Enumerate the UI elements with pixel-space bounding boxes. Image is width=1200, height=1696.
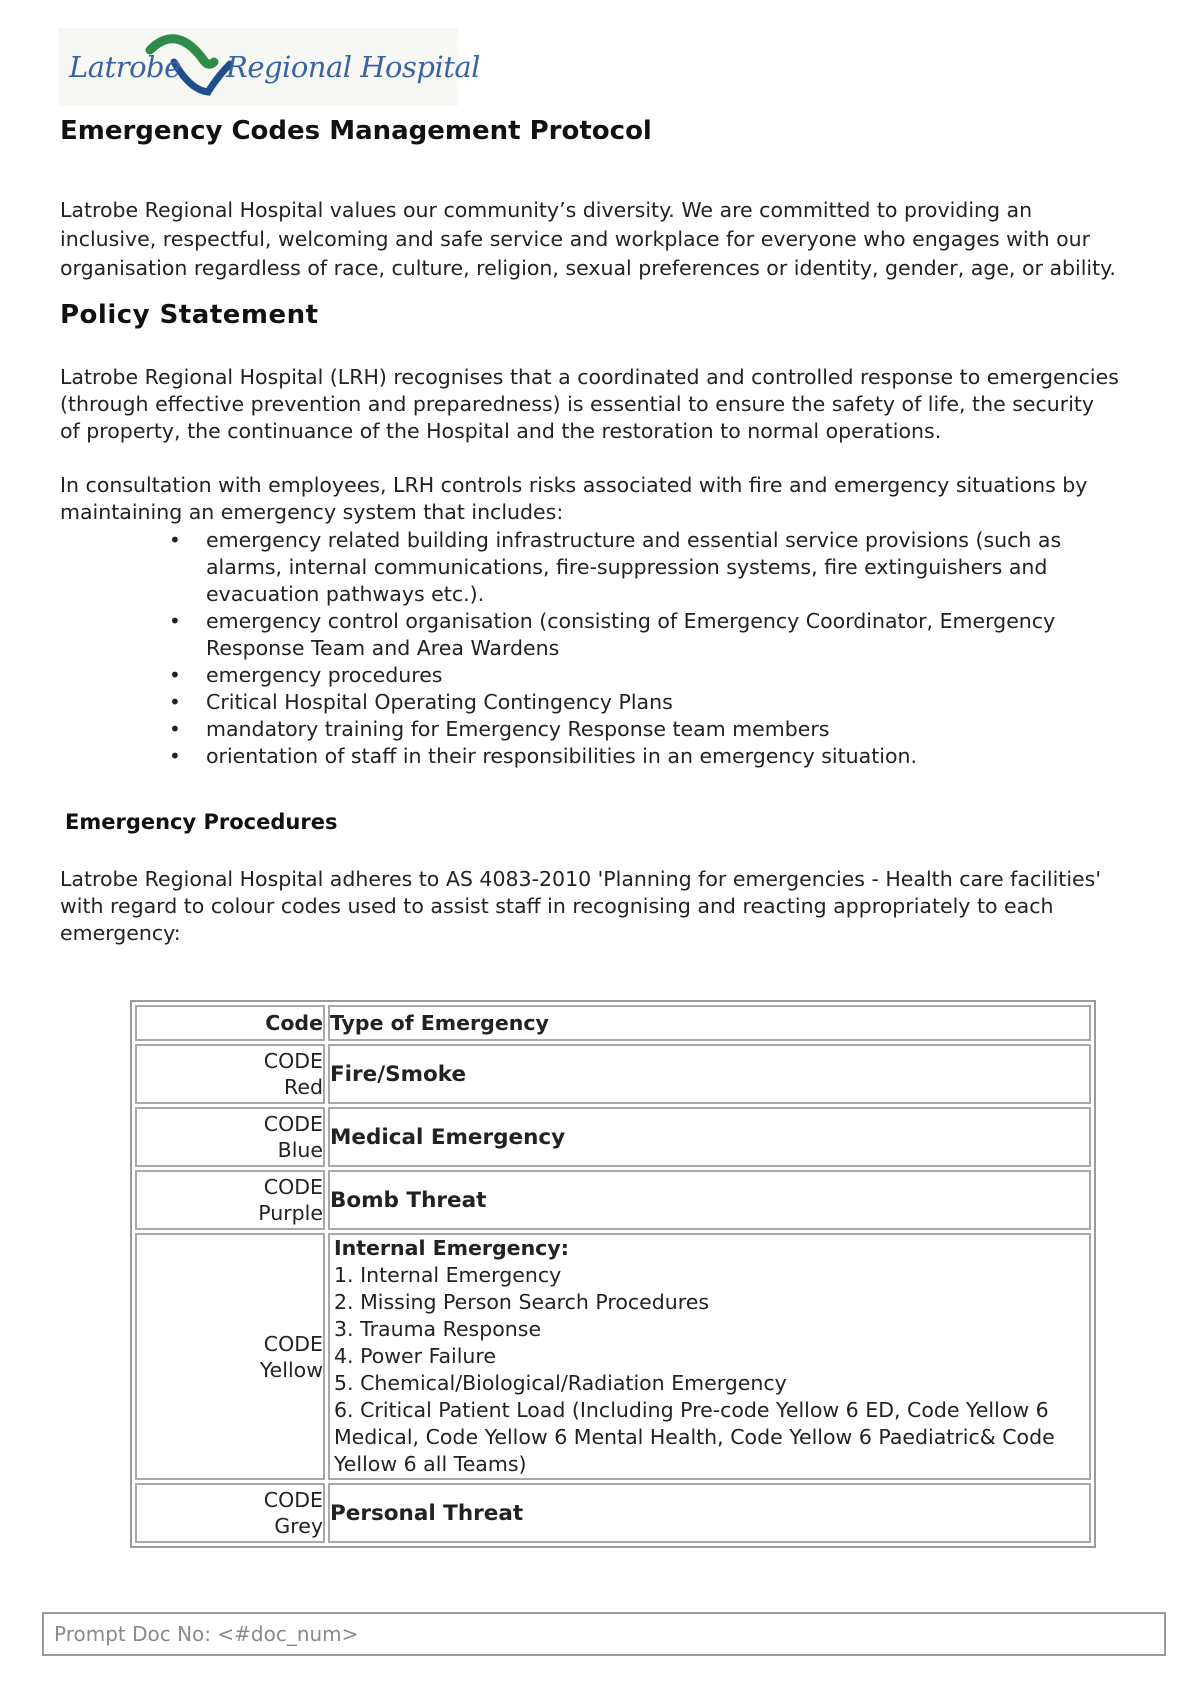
yellow-item: 1. Internal Emergency <box>334 1263 562 1287</box>
logo-text-regional-hospital: Regional Hospital <box>226 50 480 84</box>
logo-text-latrobe: Latrobe <box>69 50 181 84</box>
procedures-paragraph: Latrobe Regional Hospital adheres to AS 4083-2010 'Planning for emergencies - Health care facilities' with regard to colour codes used to assist staff in recognising and reacting appropriately to each emergency: <box>60 867 1101 945</box>
code-label: CODE <box>263 1049 323 1073</box>
code-colour: Yellow <box>259 1357 323 1382</box>
code-colour: Grey <box>274 1514 323 1538</box>
code-cell <box>135 1233 325 1480</box>
list-item: • mandatory training for Emergency Response team members <box>206 716 1086 743</box>
policy-paragraph-1: Latrobe Regional Hospital (LRH) recognises that a coordinated and controlled response to emergencies (through effective prevention and preparedness) is essential to ensure the safety of life, the security of property, the continuance of the Hospital and the restoration to normal operations. <box>60 365 1119 443</box>
policy-heading: Policy Statement <box>60 300 319 330</box>
code-cell <box>135 1170 325 1230</box>
table-row <box>135 1044 1091 1104</box>
code-label: CODE <box>263 1112 323 1136</box>
yellow-title: Internal Emergency: <box>334 1236 569 1260</box>
yellow-item: 6. Critical Patient Load (Including Pre-code Yellow 6 ED, Code Yellow 6 Medical, Code Yellow 6 Mental Health, Code Yellow 6 Paediatric& Code Yellow 6 all Teams) <box>334 1398 1055 1476</box>
emergency-codes-table <box>130 1000 1096 1548</box>
emergency-type: Bomb Threat <box>328 1170 1091 1230</box>
code-cell <box>135 1483 325 1543</box>
code-label: CODE <box>263 1331 323 1356</box>
code-cell <box>135 1107 325 1167</box>
code-column-header: Code <box>135 1005 325 1041</box>
policy-paragraph-2: In consultation with employees, LRH controls risks associated with fire and emergency situations by maintaining an emergency system that includes: <box>60 473 1088 524</box>
type-column-header: Type of Emergency <box>328 1005 1091 1041</box>
doc-number: Prompt Doc No: <#doc_num> <box>54 1622 359 1646</box>
page-title: Emergency Codes Management Protocol <box>60 116 652 146</box>
yellow-item: 3. Trauma Response <box>334 1317 542 1341</box>
yellow-item: 4. Power Failure <box>334 1344 497 1368</box>
code-cell <box>135 1044 325 1104</box>
table-row <box>135 1233 1091 1480</box>
yellow-item: 2. Missing Person Search Procedures <box>334 1290 710 1314</box>
table-row <box>135 1107 1091 1167</box>
code-colour: Purple <box>258 1201 323 1225</box>
emergency-type: Fire/Smoke <box>328 1044 1091 1104</box>
hospital-logo <box>58 28 480 106</box>
table-row <box>135 1170 1091 1230</box>
emergency-type: Medical Emergency <box>328 1107 1091 1167</box>
list-item: • emergency control organisation (consisting of Emergency Coordinator, Emergency Response Team and Area Wardens <box>206 608 1086 662</box>
table-header-row <box>135 1005 1091 1041</box>
footer-box <box>42 1612 1166 1656</box>
emergency-type <box>328 1233 1091 1480</box>
list-item: • Critical Hospital Operating Contingency Plans <box>206 689 1086 716</box>
table-row <box>135 1483 1091 1543</box>
code-label: CODE <box>263 1488 323 1512</box>
emergency-type: Personal Threat <box>328 1483 1091 1543</box>
code-colour: Red <box>284 1075 323 1099</box>
list-item: • emergency related building infrastructure and essential service provisions (such as alarms, internal communications, fire-suppression systems, fire extinguishers and evacuation pathways etc.). <box>206 527 1086 608</box>
yellow-item: 5. Chemical/Biological/Radiation Emergency <box>334 1371 787 1395</box>
code-colour: Blue <box>277 1138 323 1162</box>
procedures-heading: Emergency Procedures <box>65 810 338 834</box>
list-item: • orientation of staff in their responsibilities in an emergency situation. <box>206 743 1086 770</box>
code-label: CODE <box>263 1175 323 1199</box>
list-item: • emergency procedures <box>206 662 1086 689</box>
intro-paragraph: Latrobe Regional Hospital values our community’s diversity. We are committed to providing an inclusive, respectful, welcoming and safe service and workplace for everyone who engages with our organisation regardless of race, culture, religion, sexual preferences or identity, gender, age, or ability. <box>60 198 1116 280</box>
emergency-system-list <box>206 527 1086 770</box>
